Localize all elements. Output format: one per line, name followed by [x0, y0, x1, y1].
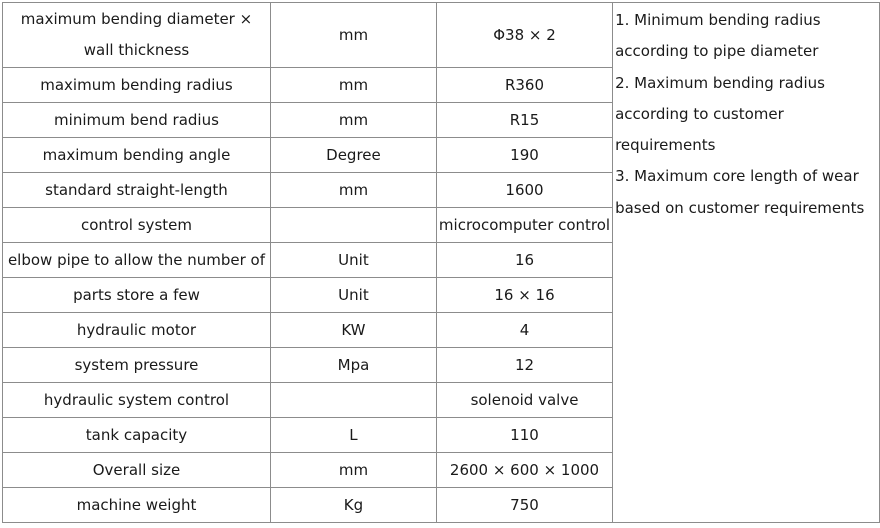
unit-cell: Unit	[270, 278, 436, 313]
parameter-cell: tank capacity	[3, 418, 271, 453]
value-cell: solenoid valve	[436, 383, 612, 418]
value-cell: 16 × 16	[436, 278, 612, 313]
parameter-cell: Overall size	[3, 453, 271, 488]
unit-cell: Degree	[270, 138, 436, 173]
unit-cell: L	[270, 418, 436, 453]
parameter-cell: control system	[3, 208, 271, 243]
unit-cell: KW	[270, 313, 436, 348]
unit-cell	[270, 383, 436, 418]
unit-cell: mm	[270, 68, 436, 103]
value-cell: R360	[436, 68, 612, 103]
value-cell: 4	[436, 313, 612, 348]
value-cell: 1600	[436, 173, 612, 208]
unit-cell: mm	[270, 453, 436, 488]
value-cell: R15	[436, 103, 612, 138]
note-line: 1. Minimum bending radius	[615, 11, 821, 29]
value-cell: 16	[436, 243, 612, 278]
note-line: requirements	[615, 136, 716, 155]
value-cell: 750	[436, 488, 612, 523]
value-cell: 2600 × 600 × 1000	[436, 453, 612, 488]
value-cell: 12	[436, 348, 612, 383]
note-line: based on customer requirements	[615, 198, 865, 217]
parameter-cell: maximum bending angle	[3, 138, 271, 173]
unit-cell: Unit	[270, 243, 436, 278]
unit-cell: mm	[270, 173, 436, 208]
note-line: according to customer	[615, 104, 784, 123]
parameter-cell: maximum bending diameter × wall thickness	[3, 3, 271, 68]
parameter-cell: machine weight	[3, 488, 271, 523]
value-cell: Φ38 × 2	[436, 3, 612, 68]
parameter-cell: system pressure	[3, 348, 271, 383]
table-row	[3, 3, 880, 68]
unit-cell: mm	[270, 103, 436, 138]
unit-cell: Kg	[270, 488, 436, 523]
note-line: 3. Maximum core length of wear	[615, 167, 859, 186]
unit-cell: Mpa	[270, 348, 436, 383]
parameter-cell: hydraulic system control	[3, 383, 271, 418]
notes-cell	[613, 3, 880, 523]
parameter-cell: parts store a few	[3, 278, 271, 313]
parameter-cell: maximum bending radius	[3, 68, 271, 103]
note-line: 2. Maximum bending radius	[615, 73, 825, 92]
parameter-cell: elbow pipe to allow the number of	[3, 243, 271, 278]
value-cell: 190	[436, 138, 612, 173]
unit-cell	[270, 208, 436, 243]
note-line: according to pipe diameter	[615, 42, 819, 61]
value-cell: microcomputer control	[436, 208, 612, 243]
parameter-cell: minimum bend radius	[3, 103, 271, 138]
parameter-cell: standard straight-length	[3, 173, 271, 208]
value-cell: 110	[436, 418, 612, 453]
spec-table	[2, 2, 880, 523]
unit-cell: mm	[270, 3, 436, 68]
parameter-cell: hydraulic motor	[3, 313, 271, 348]
